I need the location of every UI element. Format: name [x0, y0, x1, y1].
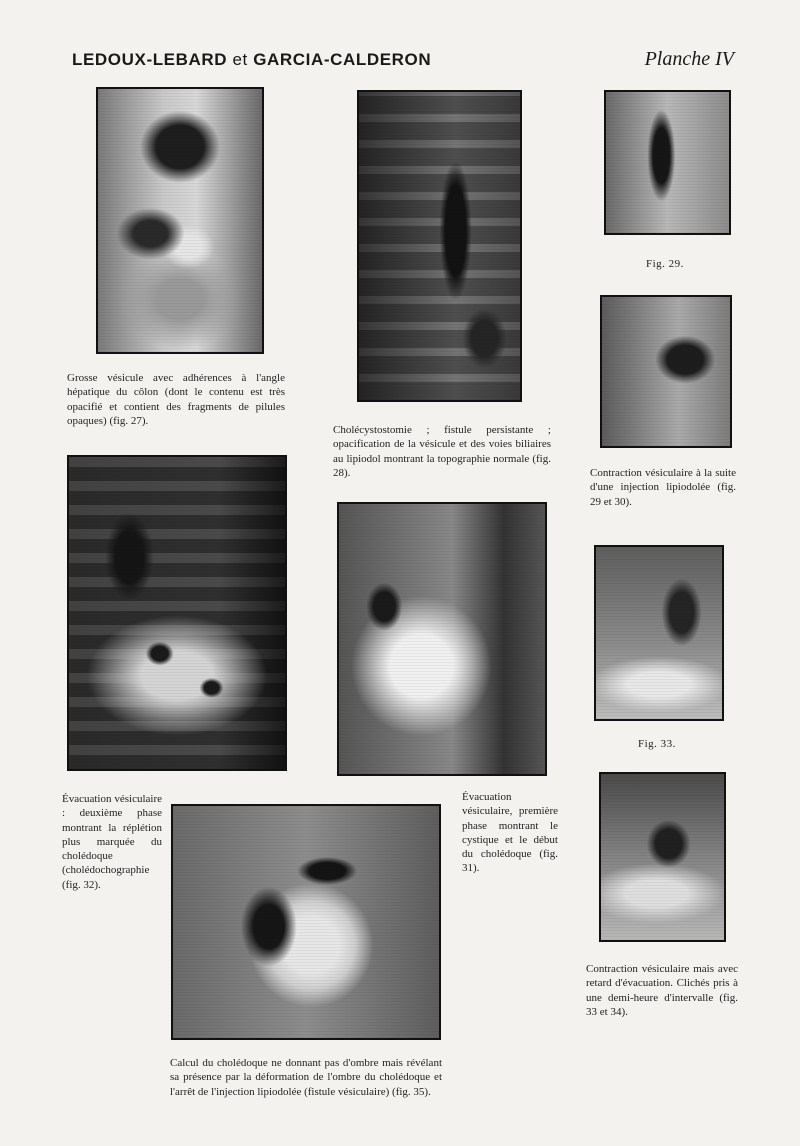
radiograph-fig-33: [594, 545, 724, 721]
label-fig-29: Fig. 29.: [646, 258, 684, 270]
plate-number: Planche IV: [644, 48, 734, 70]
caption-fig-35: Calcul du cholédoque ne donnant pas d'ombre mais révélant sa présence par la déformation de l'ombre du cholédoque et l'arrêt de l'injection lipiodolée (fistule vésiculaire) (fig. 35).: [170, 1057, 442, 1098]
author-ledoux-lebard: LEDOUX-LEBARD: [72, 50, 228, 69]
caption-fig-31: Évacuation vésiculaire, première phase montrant le cystique et le début du cholédoque (fig. 31).: [462, 791, 558, 875]
label-fig-33: Fig. 33.: [638, 738, 676, 750]
page-header-authors: [72, 50, 431, 70]
caption-fig-32: Évacuation vésiculaire : deuxième phase montrant la réplétion plus marquée du cholédoque (cholédochographie (fig. 32).: [62, 793, 162, 891]
radiograph-fig-27: [96, 87, 264, 354]
radiograph-fig-35: [171, 804, 441, 1040]
radiograph-fig-30: [600, 295, 732, 448]
radiograph-fig-31: [337, 502, 547, 776]
author-garcia-calderon: GARCIA-CALDERON: [253, 50, 432, 69]
caption-fig-27: Grosse vésicule avec adhérences à l'angle hépatique du côlon (dont le contenu est très opacifié et contient des fragments de pilules opaques) (fig. 27).: [67, 372, 285, 427]
radiograph-fig-29: [604, 90, 731, 235]
caption-fig-29-30: Contraction vésiculaire à la suite d'une injection lipiodolée (fig. 29 et 30).: [590, 467, 736, 508]
radiograph-fig-34: [599, 772, 726, 942]
caption-fig-28: Cholécystostomie ; fistule persistante ; opacification de la vésicule et des voies biliaires au lipiodol montrant la topographie normale (fig. 28).: [333, 424, 551, 479]
author-conjunction: et: [232, 50, 248, 69]
radiograph-fig-32: [67, 455, 287, 771]
radiograph-fig-28: [357, 90, 522, 402]
caption-fig-33-34: Contraction vésiculaire mais avec retard d'évacuation. Clichés pris à une demi-heure d'intervalle (fig. 33 et 34).: [586, 963, 738, 1018]
